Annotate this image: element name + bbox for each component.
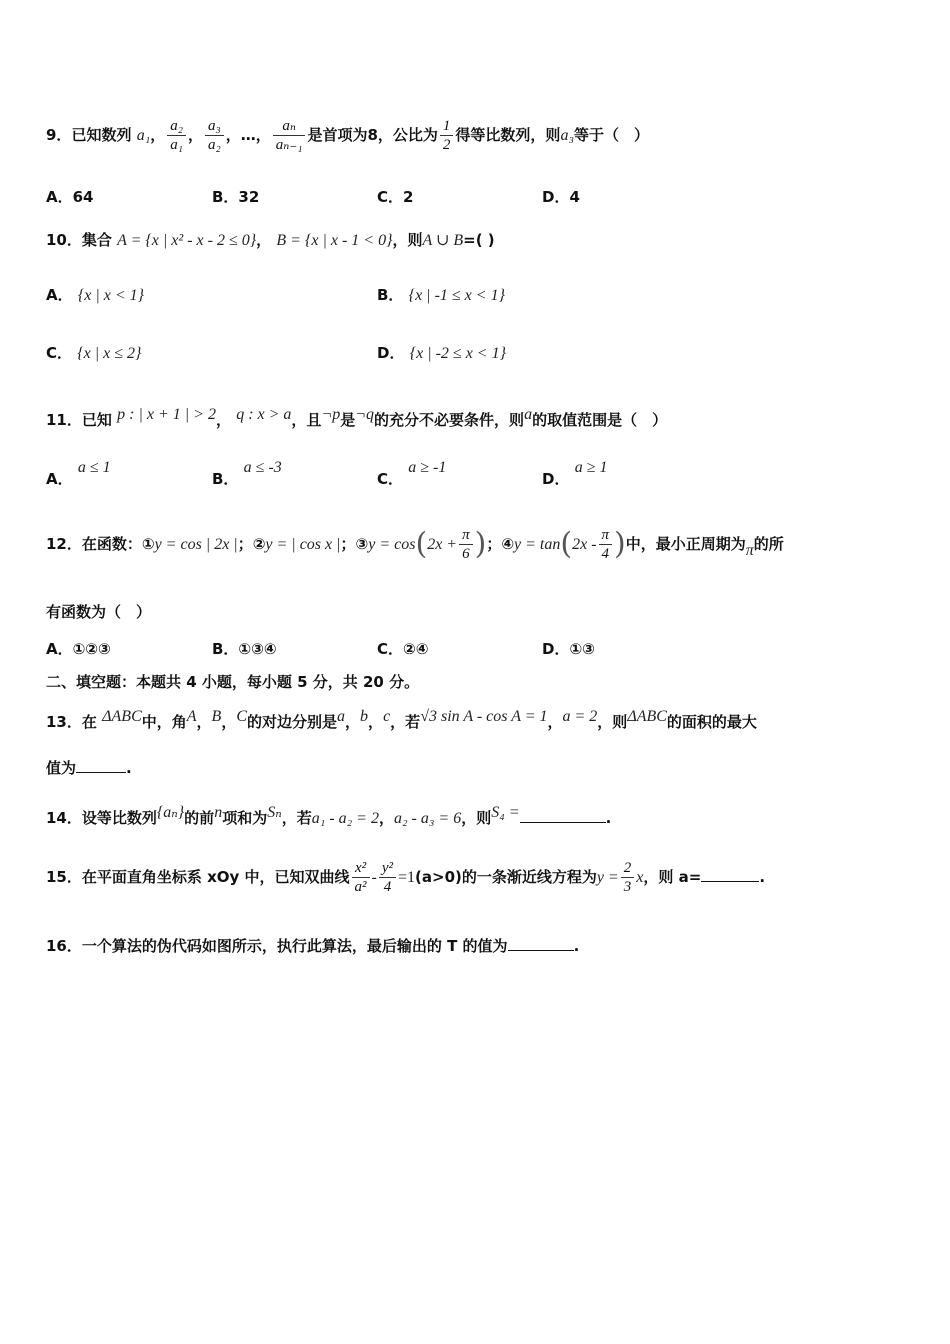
q12-option-b[interactable]: B．①③④ [212, 640, 277, 658]
q15-answer-blank[interactable] [701, 867, 759, 882]
q11-not-q: ¬q [355, 406, 375, 423]
q11-text5: 的取值范围是（ ） [532, 411, 668, 429]
q9-option-c[interactable]: C．2 [377, 188, 414, 206]
q13-text8: . [126, 759, 132, 777]
q14-text2: 的前 [184, 809, 215, 827]
q13-text4: ，若 [390, 713, 421, 731]
q14-number: 14． [46, 809, 82, 827]
q14-text4: ，若 [281, 809, 312, 827]
q11-var-a: a [524, 406, 533, 423]
q11-number: 11． [46, 411, 82, 429]
q14-condition1: a₁ - a₂ = 2 [311, 810, 379, 827]
q12-number: 12． [46, 535, 82, 553]
q11-text4: 的充分不必要条件，则 [374, 411, 525, 429]
q14-sum-sn: Sₙ [267, 804, 282, 821]
q10-text2: ，则 [392, 231, 423, 249]
q12-text4: ；④ [486, 535, 515, 553]
question-9: 9．已知数列 a₁， $\frac{\text{a₂}}{\text{a₁}}$ ， $\frac{\text{a₃}}{\text{a₂}}$ ，…， $\frac{\text{aₙ}}{\text{aₙ₋₁}}$ 是首项为8，公比为 $\frac{1}{2}$ 得等比数列，则a₃等于（ ） [46, 118, 650, 153]
q15-frac-x: $\frac{\text{x²}}{\text{a²}}$ [352, 859, 370, 896]
q12-text2: ；② [237, 535, 266, 553]
q13-text6: 的面积的最大 [666, 713, 757, 731]
question-10: 10．集合 A = {x | x² - x - 2 ≤ 0}， B = {x | x - 1 < 0}，则A ∪ B=( ) [46, 231, 495, 249]
q13-number: 13． [46, 713, 82, 731]
q9-term-a1: a₁ [136, 127, 151, 144]
q10-set-a: A = {x | x² - x - 2 ≤ 0} [117, 232, 257, 249]
q12-option-c[interactable]: C．②④ [377, 640, 429, 658]
q13-triangle2: ΔABC [627, 708, 667, 725]
q14-sequence: {aₙ} [156, 804, 185, 821]
question-13-cont [46, 758, 910, 778]
q9-ellipsis: … [240, 126, 256, 144]
q15-number: 15． [46, 868, 82, 886]
q9-frac-a3-a2: $\frac{\text{a₃}}{\text{a₂}}$ [205, 117, 224, 154]
q9-number: 9． [46, 126, 72, 144]
q15-y-equals: y = [596, 869, 619, 886]
q16-text2: . [573, 937, 580, 955]
q14-text3: 项和为 [222, 809, 268, 827]
q13-condition2: a = 2 [562, 708, 598, 725]
question-16 [46, 936, 910, 956]
q14-text6: . [605, 809, 612, 827]
q12-pi: π [745, 542, 754, 559]
q11-prop-p: p : | x + 1 | > 2 [117, 406, 216, 423]
section-2-heading: 二、填空题：本题共 4 小题，每小题 5 分，共 20 分。 [46, 673, 420, 691]
q10-text: 集合 [81, 231, 112, 249]
q13-angle-a: A [186, 708, 197, 725]
q11-text2: ，且 [291, 411, 322, 429]
q15-frac-slope: $\frac{2}{3}$ [621, 859, 635, 896]
q10-option-a[interactable]: A． {x | x < 1} [46, 286, 145, 304]
q9-text: 已知数列 [71, 126, 132, 144]
q11-prop-q: q : x > a [236, 406, 292, 423]
q12-option-d[interactable]: D．①③ [542, 640, 595, 658]
q15-text4: . [759, 868, 766, 886]
q12-text7: 有函数为（ ） [46, 603, 152, 621]
q15-text3: ，则 a= [643, 868, 702, 886]
q10-option-d[interactable]: D． {x | -2 ≤ x < 1} [377, 344, 506, 362]
q9-frac-an: $\frac{\text{aₙ}}{\text{aₙ₋₁}}$ [273, 117, 306, 154]
q14-answer-blank[interactable] [520, 808, 606, 823]
q16-text: 一个算法的伪代码如图所示，执行此算法，最后输出的 T 的值为 [81, 937, 508, 955]
q13-side-b: b [360, 708, 369, 725]
q12-func-3: y = cos(2x + $\frac{\pi}{6}$ ) [368, 526, 487, 562]
q13-triangle: ΔABC [102, 708, 142, 725]
q9-ratio-half: $\frac{1}{2}$ [440, 117, 454, 154]
q11-text3: 是 [340, 411, 356, 429]
q9-text3: 得等比数列，则 [455, 126, 561, 144]
q12-func-2: y = | cos x | [265, 536, 341, 553]
q14-condition2: a₂ - a₃ = 6 [393, 810, 462, 827]
q12-text5: 中，最小正周期为 [625, 535, 746, 553]
question-14: 14．设等比数列{aₙ}的前n项和为Sₙ，若a₁ - a₂ = 2，a₂ - a₃ = 6，则S₄ = . [46, 804, 612, 827]
q10-set-b: B = {x | x - 1 < 0} [276, 232, 393, 249]
q12-text3: ；③ [340, 535, 369, 553]
q14-sum-s4: S₄ = [491, 804, 520, 821]
q13-angle-c: C [236, 708, 248, 725]
q10-union: A ∪ B [422, 232, 464, 249]
q10-number: 10． [46, 231, 82, 249]
q12-text: 在函数：① [81, 535, 155, 553]
q16-answer-blank[interactable] [508, 936, 574, 951]
q14-var-n: n [214, 804, 223, 821]
q9-option-a[interactable]: A．64 [46, 188, 94, 206]
q9-option-b[interactable]: B．32 [212, 188, 260, 206]
q13-side-a: a [337, 708, 346, 725]
question-12-cont [46, 602, 910, 622]
question-15 [46, 852, 910, 902]
q13-condition: √3 sin A - cos A = 1 [420, 708, 548, 725]
q12-func-1: y = cos | 2x | [154, 536, 238, 553]
q15-text2: (a>0)的一条渐近线方程为 [415, 868, 597, 886]
q11-not-p: ¬p [321, 406, 341, 423]
q13-text5: ，则 [597, 713, 628, 731]
q16-number: 16． [46, 937, 82, 955]
q9-text4: 等于（ ） [574, 126, 650, 144]
q12-text6: 的所 [753, 535, 784, 553]
q13-text7: 值为 [46, 759, 77, 777]
question-12 [46, 514, 910, 574]
q9-option-d[interactable]: D．4 [542, 188, 580, 206]
q15-var-x: x [636, 869, 644, 886]
q11-option-d[interactable]: D． a ≥ 1 [542, 459, 608, 488]
q15-text: 在平面直角坐标系 xOy 中，已知双曲线 [81, 868, 350, 886]
q13-text2: 中，角 [141, 713, 187, 731]
q11-option-a[interactable]: A． a ≤ 1 [46, 459, 111, 488]
q10-option-b[interactable]: B． {x | -1 ≤ x < 1} [377, 286, 505, 304]
q15-equals: =1 [398, 869, 416, 886]
question-11: 11．已知 p : | x + 1 | > 2， q : x > a，且¬p是¬q的充分不必要条件，则a的取值范围是（ ） [46, 406, 668, 429]
q12-func-4: y = tan(2x - $\frac{\pi}{4}$ ) [514, 526, 626, 562]
q14-text: 设等比数列 [81, 809, 157, 827]
q15-minus: - [371, 869, 377, 886]
q9-frac-a2-a1: $\frac{\text{a₂}}{\text{a₁}}$ [167, 117, 186, 154]
q11-option-c[interactable]: C． a ≥ -1 [377, 459, 447, 488]
q13-text: 在 [81, 713, 97, 731]
q13-text3: 的对边分别是 [247, 713, 338, 731]
q14-text5: ，则 [461, 809, 492, 827]
q9-term-a3: a₃ [560, 127, 574, 144]
q9-text2: 是首项为8，公比为 [307, 126, 438, 144]
q13-angle-b: B [211, 708, 222, 725]
q15-frac-y: $\frac{\text{y²}}{4}$ [379, 859, 396, 896]
question-13: 13．在 ΔABC中，角A，B，C的对边分别是a，b，c，若√3 sin A - cos A = 1，a = 2，则ΔABC的面积的最大 [46, 708, 757, 731]
q10-text3: =( ) [463, 231, 495, 249]
q12-option-a[interactable]: A．①②③ [46, 640, 111, 658]
q11-text: 已知 [81, 411, 112, 429]
q11-option-b[interactable]: B． a ≤ -3 [212, 459, 282, 488]
q10-option-c[interactable]: C． {x | x ≤ 2} [46, 344, 142, 362]
q13-answer-blank[interactable] [76, 758, 126, 773]
q13-side-c: c [383, 708, 391, 725]
